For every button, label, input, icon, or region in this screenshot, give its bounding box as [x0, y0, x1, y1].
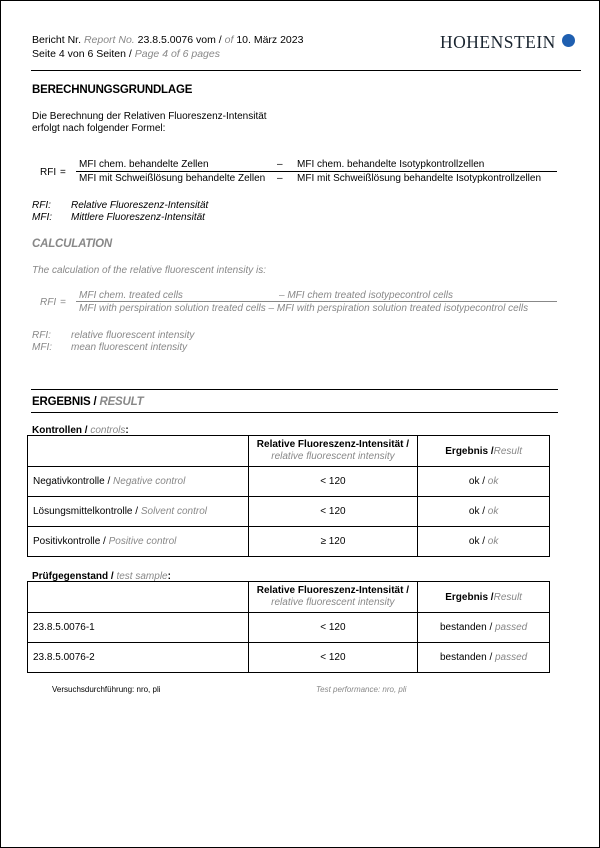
controls-header-result: [418, 436, 550, 467]
controls-label-de: Kontrollen /: [32, 425, 88, 436]
controls-table: [27, 435, 550, 557]
formula-numerator-minus-de: –: [277, 159, 283, 170]
def-mfi-text-de: Mittlere Fluoreszenz-Intensität: [71, 212, 205, 223]
sample-result-cell: [418, 613, 550, 643]
equals-sign-en: =: [60, 297, 66, 308]
sample-value: < 120: [248, 643, 418, 673]
samples-header-result: [418, 582, 550, 613]
control-value: < 120: [248, 467, 418, 497]
calc-intro-de-2: erfolgt nach folgender Formel:: [32, 123, 166, 134]
control-result-de: ok /: [468, 476, 486, 487]
controls-header-empty: [28, 436, 249, 467]
table-row: [28, 527, 550, 557]
samples-header-result-de: Ergebnis /: [445, 591, 494, 603]
page-number-line: Seite 4 von 6 Seiten / Page 4 of 6 pages: [32, 48, 220, 60]
table-row: [28, 613, 550, 643]
formula-numerator-right-en: – MFI chem treated isotypecontrol cells: [279, 290, 453, 301]
def-rfi-abbr-en: RFI:: [32, 330, 51, 341]
formula-fraction-line-de: [76, 171, 557, 172]
page-number-en: Page 4 of 6 pages: [134, 48, 220, 60]
controls-header-rfi-de: Relative Fluoreszenz-Intensität /: [256, 439, 410, 450]
table-row: [28, 643, 550, 673]
samples-header-rfi: [248, 582, 418, 613]
report-number: 23.8.5.0076: [137, 34, 194, 46]
formula-numerator-right-de: MFI chem. behandelte Isotypkontrollzellen: [297, 159, 485, 170]
table-row: [28, 467, 550, 497]
sample-result-de: bestanden /: [439, 652, 493, 663]
rfi-label-en: RFI: [40, 297, 57, 308]
def-mfi-abbr-en: MFI:: [32, 342, 52, 353]
samples-header-empty: [28, 582, 249, 613]
control-name-en: Solvent control: [140, 506, 207, 517]
result-title-en: RESULT: [99, 396, 144, 408]
controls-header-result-en: Result: [493, 445, 522, 457]
control-name-de: Positivkontrolle /: [33, 536, 106, 547]
calculation-title-en: CALCULATION: [32, 238, 112, 250]
formula-fraction-line-en: [76, 301, 557, 302]
controls-header-result-de: Ergebnis /: [445, 445, 494, 457]
of-label-en: of: [224, 34, 234, 46]
def-rfi-text-de: Relative Fluoreszenz-Intensität: [71, 200, 209, 211]
table-row: [28, 497, 550, 527]
formula-numerator-left-en: MFI chem. treated cells: [79, 290, 183, 301]
samples-label-colon: :: [167, 571, 171, 582]
control-name-cell: [28, 467, 249, 497]
formula-denominator-left-de: MFI mit Schweißlösung behandelte Zellen: [79, 173, 266, 184]
sample-result-cell: [418, 643, 550, 673]
report-label-de: Bericht Nr.: [32, 34, 82, 46]
equals-sign-de: =: [60, 167, 66, 178]
calculation-title-de: BERECHNUNGSGRUNDLAGE: [32, 84, 193, 96]
control-result-cell: [418, 497, 550, 527]
def-mfi-abbr-de: MFI:: [32, 212, 52, 223]
of-label-de: vom: [196, 34, 216, 46]
sample-result-de: bestanden /: [439, 622, 493, 633]
samples-table-header: [28, 582, 550, 613]
control-name-en: Positive control: [108, 536, 177, 547]
control-result-de: ok /: [468, 506, 486, 517]
report-label-en: Report No.: [83, 34, 135, 46]
control-result-de: ok /: [468, 536, 486, 547]
test-performance-de: Versuchsdurchführung: nro, pli: [52, 685, 161, 694]
sample-result-en: passed: [495, 622, 528, 633]
samples-header-rfi-en: relative fluorescent intensity: [271, 597, 395, 608]
samples-table: [27, 581, 550, 673]
result-top-divider: [31, 389, 558, 390]
control-value: < 120: [248, 497, 418, 527]
control-name-cell: [28, 527, 249, 557]
test-performance-en: Test performance: nro, pli: [316, 685, 407, 694]
logo-dot-icon: [562, 34, 575, 47]
sample-value: < 120: [248, 613, 418, 643]
control-name-cell: [28, 497, 249, 527]
control-result-en: ok: [487, 536, 499, 547]
samples-label-en: test sample: [116, 571, 168, 582]
controls-table-header: [28, 436, 550, 467]
controls-header-rfi: [248, 436, 418, 467]
def-mfi-text-en: mean fluorescent intensity: [71, 342, 188, 353]
rfi-label-de: RFI: [40, 167, 57, 178]
page-number-de: Seite 4 von 6 Seiten: [32, 48, 126, 60]
formula-denominator-en: MFI with perspiration solution treated cells – MFI with perspiration solution treated isotypecontrol cells: [79, 303, 529, 314]
control-name-en: Negative control: [113, 476, 186, 487]
formula-denominator-right-de: MFI mit Schweißlösung behandelte Isotypkontrollzellen: [297, 173, 542, 184]
samples-label-de: Prüfgegenstand /: [32, 571, 114, 582]
hohenstein-logo: HOHENSTEIN: [440, 32, 556, 52]
control-result-cell: [418, 467, 550, 497]
samples-header-rfi-de: Relative Fluoreszenz-Intensität /: [256, 585, 409, 596]
result-title-de: ERGEBNIS /: [32, 396, 97, 408]
control-name-de: Negativkontrolle /: [33, 476, 111, 487]
calc-intro-en: The calculation of the relative fluorescent intensity is:: [32, 265, 267, 276]
sample-name: 23.8.5.0076-2: [28, 643, 249, 673]
controls-header-rfi-en: relative fluorescent intensity: [271, 451, 395, 462]
formula-numerator-left-de: MFI chem. behandelte Zellen: [79, 159, 209, 170]
result-bottom-divider: [31, 412, 558, 413]
control-value: ≥ 120: [248, 527, 418, 557]
result-title: [32, 396, 143, 408]
samples-header-result-en: Result: [493, 591, 522, 603]
control-name-de: Lösungsmittelkontrolle /: [33, 506, 139, 517]
calc-intro-de-1: Die Berechnung der Relativen Fluoreszenz-Intensität: [32, 111, 267, 122]
control-result-en: ok: [487, 476, 499, 487]
controls-label-colon: :: [125, 425, 129, 436]
sample-result-en: passed: [495, 652, 528, 663]
control-result-en: ok: [487, 506, 499, 517]
def-rfi-abbr-de: RFI:: [32, 200, 51, 211]
sample-name: 23.8.5.0076-1: [28, 613, 249, 643]
formula-denominator-minus-de: –: [277, 173, 283, 184]
control-result-cell: [418, 527, 550, 557]
header-divider: [31, 70, 581, 71]
def-rfi-text-en: relative fluorescent intensity: [71, 330, 195, 341]
report-date: 10. März 2023: [236, 34, 304, 46]
report-number-line: Bericht Nr. Report No. 23.8.5.0076 vom / of 10. März 2023: [32, 34, 304, 46]
controls-label-en: controls: [90, 425, 126, 436]
